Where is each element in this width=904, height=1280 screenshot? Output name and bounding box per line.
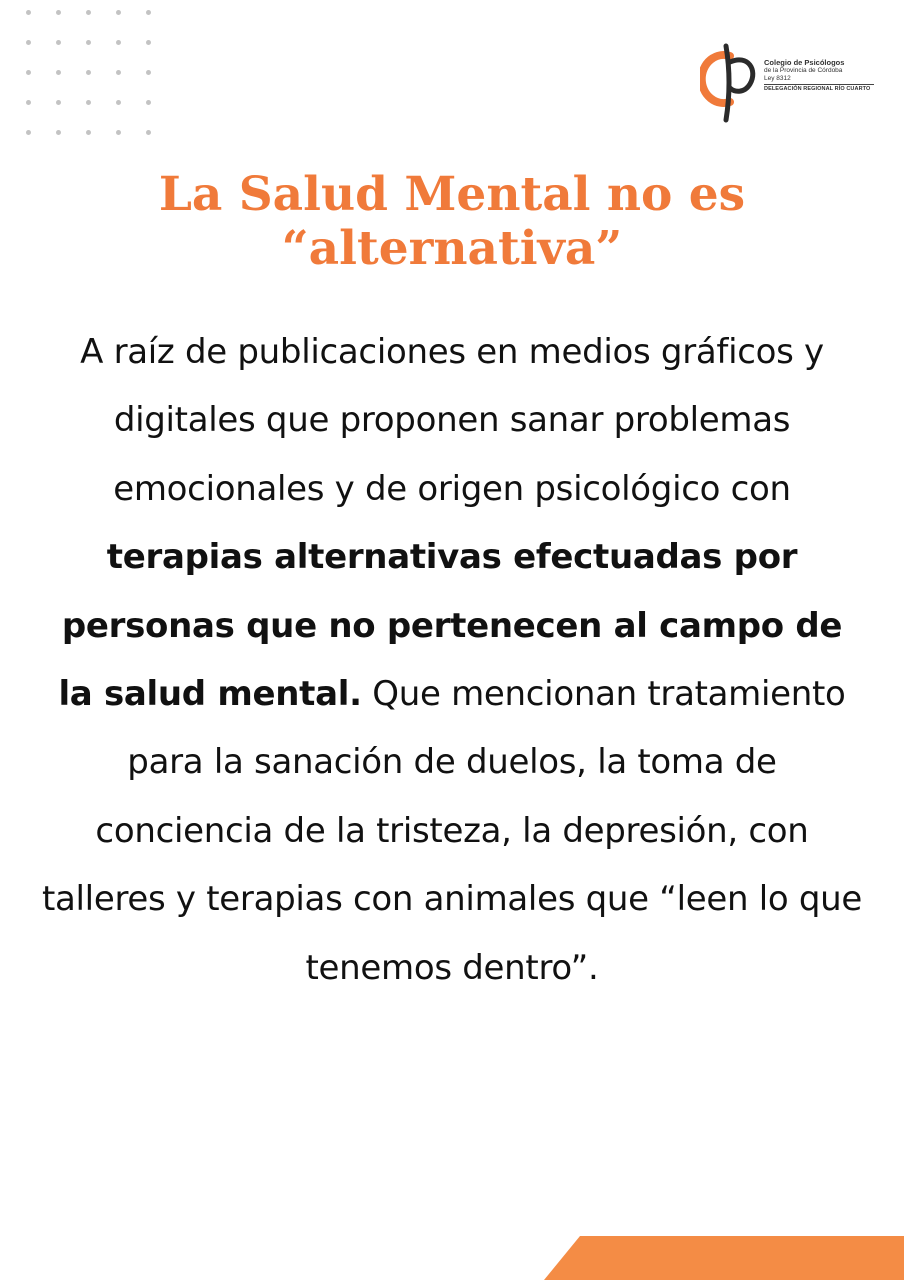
title-line-1: La Salud Mental no es (158, 167, 746, 222)
logo-law: Ley 8312 (764, 75, 874, 85)
decorative-dot (116, 130, 121, 135)
page-title (60, 168, 844, 276)
decorative-dot (116, 70, 121, 75)
logo-delegation: DELEGACIÓN REGIONAL RÍO CUARTO (764, 86, 871, 92)
logo-name: Colegio de Psicólogos (764, 58, 845, 67)
decorative-dot-grid (18, 2, 158, 142)
decorative-dot (26, 70, 31, 75)
decorative-dot (56, 100, 61, 105)
college-logo (700, 40, 880, 130)
decorative-dot (56, 10, 61, 15)
body-paragraph (40, 318, 864, 1002)
body-bold-statement: terapias alternativas efectuadas por personas que no pertenecen al campo de la salud mental. (58, 537, 843, 715)
cp-logo-icon (700, 40, 762, 126)
decorative-dot (116, 10, 121, 15)
decorative-dot (146, 130, 151, 135)
decorative-dot (86, 130, 91, 135)
body-intro: A raíz de publicaciones en medios gráficos y digitales que proponen sanar problemas emocionales y de origen psicológico con (80, 332, 824, 509)
decorative-dot (26, 40, 31, 45)
decorative-dot (146, 40, 151, 45)
decorative-dot (56, 40, 61, 45)
decorative-dot (86, 10, 91, 15)
decorative-dot (86, 70, 91, 75)
decorative-dot (26, 130, 31, 135)
decorative-dot (146, 70, 151, 75)
title-line-2: “alternativa” (281, 221, 623, 276)
decorative-dot (26, 10, 31, 15)
decorative-dot (26, 100, 31, 105)
decorative-dot (56, 70, 61, 75)
logo-province: de la Provincia de Córdoba (764, 67, 843, 74)
decorative-dot (86, 40, 91, 45)
decorative-dot (86, 100, 91, 105)
decorative-dot (116, 40, 121, 45)
decorative-dot (56, 130, 61, 135)
decorative-dot (116, 100, 121, 105)
decorative-dot (146, 10, 151, 15)
decorative-dot (146, 100, 151, 105)
logo-text (764, 58, 874, 93)
body-rest: Que mencionan tratamiento para la sanación de duelos, la toma de conciencia de la tristeza, la depresión, con talleres y terapias con animales que “leen lo que tenemos dentro”. (41, 674, 863, 988)
